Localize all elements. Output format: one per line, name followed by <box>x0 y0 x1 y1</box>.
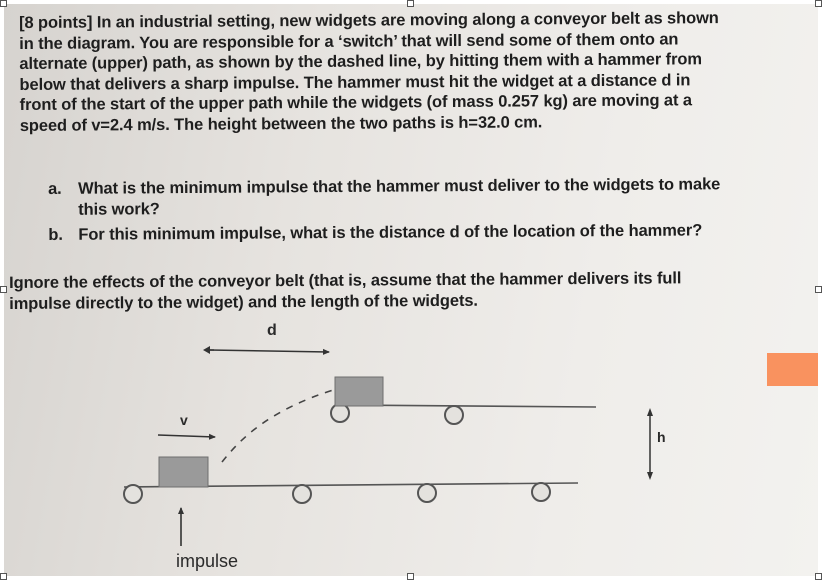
upper-roller <box>445 406 463 424</box>
lower-roller <box>124 485 142 503</box>
h-label: h <box>657 429 666 445</box>
question-b-text: For this minimum impulse, what is the distance d of the location of the hammer? <box>78 221 703 244</box>
crop-handle-top-left[interactable] <box>0 0 7 7</box>
widget-upper <box>335 377 383 406</box>
crop-handle-bottom-center[interactable] <box>407 573 414 580</box>
question-b-marker: b. <box>48 225 63 244</box>
d-arrow <box>203 346 329 354</box>
problem-sheet <box>4 4 818 576</box>
question-a-marker: a. <box>48 179 62 198</box>
widget-lower <box>159 457 208 487</box>
v-label: v <box>180 412 188 428</box>
intro-line: in the diagram. You are responsible for a ‘switch’ that will send some of them onto an <box>19 29 679 53</box>
trajectory-dashed-line <box>222 390 333 462</box>
lower-roller <box>532 483 550 501</box>
question-a-text: What is the minimum impulse that the hammer must deliver to the widgets to make <box>78 175 721 198</box>
d-label: d <box>267 322 277 339</box>
h-arrow <box>647 408 653 480</box>
crop-handle-top-center[interactable] <box>407 0 414 7</box>
crop-handle-bottom-left[interactable] <box>0 573 7 580</box>
crop-handle-bottom-right[interactable] <box>815 573 822 580</box>
note-line: impulse directly to the widget) and the length of the widgets. <box>9 291 478 313</box>
velocity-arrow <box>158 435 215 437</box>
upper-roller <box>331 404 349 422</box>
crop-handle-top-right[interactable] <box>815 0 822 7</box>
intro-line: alternate (upper) path, as shown by the dashed line, by hitting them with a hammer from <box>19 50 702 73</box>
crop-handle-mid-right[interactable] <box>815 286 822 293</box>
impulse-label: impulse <box>176 551 239 571</box>
intro-line: below that delivers a sharp impulse. The hammer must hit the widget at a distance d in <box>19 70 691 94</box>
question-a-text-cont: this work? <box>78 200 160 219</box>
note-line: Ignore the effects of the conveyor belt (that is, assume that the hammer delivers its full <box>9 269 682 292</box>
lower-roller <box>418 484 436 502</box>
intro-line: [8 points] In an industrial setting, new widgets are moving along a conveyor belt as shown <box>19 9 719 32</box>
conveyor-diagram <box>4 4 818 576</box>
intro-line: speed of v=2.4 m/s. The height between the two paths is h=32.0 cm. <box>19 112 543 135</box>
crop-handle-mid-left[interactable] <box>0 286 7 293</box>
intro-line: front of the start of the upper path while the widgets (of mass 0.257 kg) are moving at a <box>19 91 692 114</box>
lower-roller <box>293 485 311 503</box>
